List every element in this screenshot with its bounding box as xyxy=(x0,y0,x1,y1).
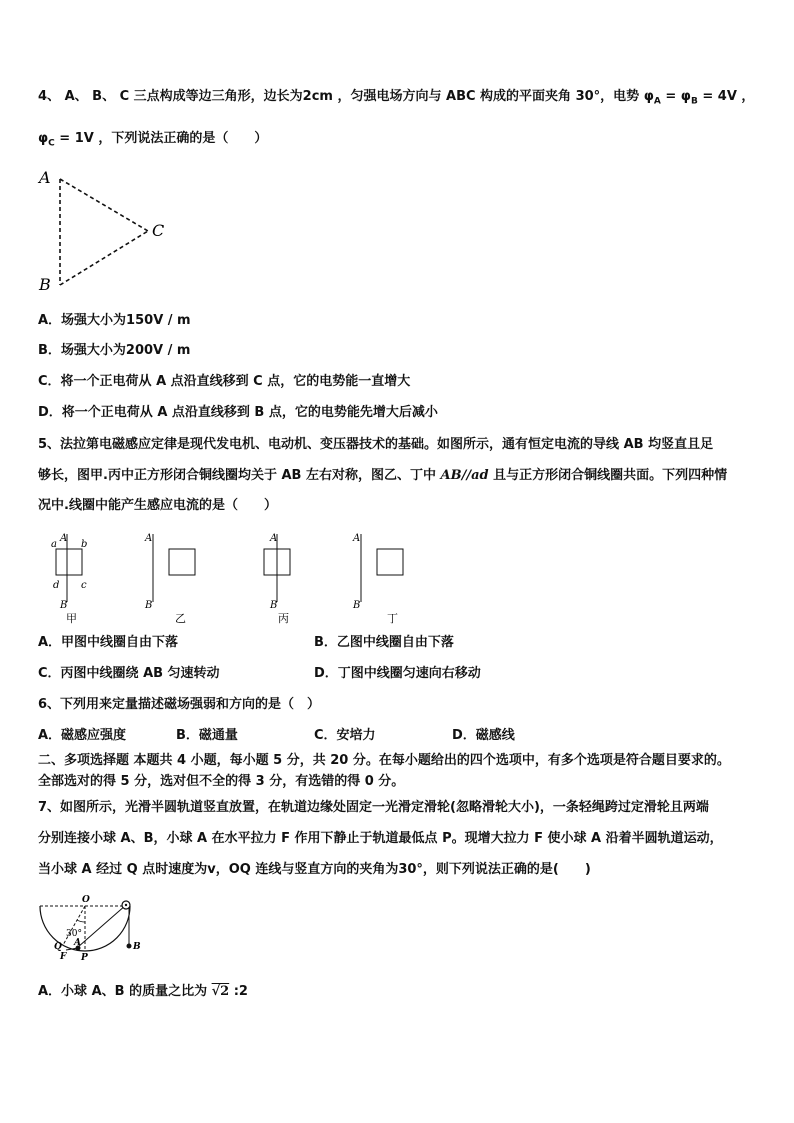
q6-option-a: A．磁感应强度 xyxy=(38,728,127,743)
q7-pulley-axle xyxy=(125,904,127,906)
q5-yi-coil xyxy=(169,549,195,575)
section2-line2: 全部选对的得 5 分，选对但不全的得 3 分，有选错的得 0 分。 xyxy=(38,774,405,789)
q5-option-c: C．丙图中线圈绕 AB 匀速转动 xyxy=(38,666,220,681)
q5-figure-yi xyxy=(142,530,217,625)
q4-label-a: A xyxy=(39,168,51,187)
q5-stem-line3: 况中.线圈中能产生感应电流的是（ ） xyxy=(38,498,277,513)
q7-option-a-pre: A．小球 A、B 的质量之比为 xyxy=(38,984,212,999)
q5-ding-caption: 丁 xyxy=(387,612,398,625)
q5-jia-label-c: c xyxy=(81,580,87,591)
q4-edge-bc xyxy=(60,231,148,285)
q5-jia-label-B: B xyxy=(60,600,68,611)
q4-option-b: B．场强大小为200V / m xyxy=(38,343,191,358)
q5-yi-caption: 乙 xyxy=(175,612,186,625)
q7-option-a-sqrt: √2 xyxy=(211,984,230,999)
q5-yi-label-B: B xyxy=(145,600,153,611)
q5-option-b: B．乙图中线圈自由下落 xyxy=(314,635,454,650)
q4-stem-line1 xyxy=(38,88,754,111)
q7-ball-b xyxy=(127,944,132,949)
q4-stem-line2 xyxy=(38,130,267,153)
q7-label-p: P xyxy=(81,953,88,963)
q4-option-a: A．场强大小为150V / m xyxy=(38,313,191,328)
q4-phi: φ xyxy=(38,131,49,146)
q7-stem-line2: 分别连接小球 A、B，小球 A 在水平拉力 F 作用下静止于轨道最低点 P。现增大拉力 F 使小球 A 沿着半圆轨道运动， xyxy=(38,831,723,846)
q7-figure xyxy=(30,892,150,967)
q4-sub-a: A xyxy=(653,96,661,107)
q5-jia-coil xyxy=(56,549,82,575)
q4-stem-rest: = 1V ，下列说法正确的是（ ） xyxy=(54,131,268,146)
q4-eq1: = φ xyxy=(660,89,691,104)
q6-option-b: B．磁通量 xyxy=(176,728,238,743)
q4-sub-b: B xyxy=(690,96,698,107)
q7-stem-line1: 7、如图所示，光滑半圆轨道竖直放置，在轨道边缘处固定一光滑定滑轮(忽略滑轮大小)，一条轻绳跨过定滑轮且两端 xyxy=(38,800,709,815)
q5-ding-label-B: B xyxy=(353,600,361,611)
q4-option-c: C．将一个正电荷从 A 点沿直线移到 C 点，它的电势能一直增大 xyxy=(38,374,411,389)
q5-jia-caption: 甲 xyxy=(66,612,77,625)
q5-yi-label-A: A xyxy=(145,533,153,544)
q5-line2-bold: AB//ad xyxy=(440,468,489,483)
q5-jia-label-b: b xyxy=(81,539,88,550)
q5-option-d: D．丁图中线圈匀速向右移动 xyxy=(314,666,481,681)
q6-stem: 6、下列用来定量描述磁场强弱和方向的是（ ） xyxy=(38,697,321,712)
q4-stem-text: 4、 A、 B、 C 三点构成等边三角形，边长为2cm ，匀强电场方向与 ABC 构成的平面夹角 30°，电势 φ xyxy=(38,89,654,104)
q7-stem-line3: 当小球 A 经过 Q 点时速度为v，OQ 连线与竖直方向的夹角为30°，则下列说法正确的是( ) xyxy=(38,862,591,877)
q4-sub-c: C xyxy=(48,138,55,149)
q7-label-b: B xyxy=(133,942,141,952)
q5-line2-post: 且与正方形闭合铜线圈共面。下列四种情 xyxy=(488,468,728,483)
q4-label-c: C xyxy=(152,221,165,240)
q4-edge-ac xyxy=(60,179,148,231)
q7-label-a: A xyxy=(74,938,81,948)
q5-figure-jia xyxy=(44,530,114,625)
q5-figure-ding xyxy=(350,530,425,625)
q4-option-d: D．将一个正电荷从 A 点沿直线移到 B 点，它的电势能先增大后减小 xyxy=(38,405,438,420)
q6-option-c: C．安培力 xyxy=(314,728,376,743)
q7-option-a xyxy=(38,983,248,1001)
q7-label-o: O xyxy=(82,895,90,905)
q5-bing-label-A: A xyxy=(270,533,278,544)
q5-stem-line1: 5、法拉第电磁感应定律是现代发电机、电动机、变压器技术的基础。如图所示，通有恒定电流的导线 AB 均竖直且足 xyxy=(38,437,714,452)
q5-jia-label-a: a xyxy=(51,539,57,550)
q5-option-a: A．甲图中线圈自由下落 xyxy=(38,635,179,650)
q5-figure-bing xyxy=(254,530,324,625)
q5-stem-line2 xyxy=(38,467,727,485)
q5-jia-label-A: A xyxy=(60,533,68,544)
q7-label-q: Q xyxy=(54,942,62,952)
q4-eq2: = 4V ， xyxy=(697,89,755,104)
q5-ding-label-A: A xyxy=(353,533,361,544)
q7-label-angle: 30° xyxy=(66,929,82,939)
q7-angle-arc xyxy=(77,920,85,922)
q5-ding-coil xyxy=(377,549,403,575)
section2-line1: 二、多项选择题 本题共 4 小题，每小题 5 分，共 20 分。在每小题给出的四个选项中，有多个选项是符合题目要求的。 xyxy=(38,753,730,768)
q5-bing-caption: 丙 xyxy=(278,612,289,625)
q4-label-b: B xyxy=(39,275,51,294)
q7-label-f: F xyxy=(60,952,67,962)
q5-bing-label-B: B xyxy=(270,600,278,611)
q5-line2-pre: 够长，图甲.丙中正方形闭合铜线圈均关于 AB 左右对称，图乙、丁中 xyxy=(38,468,441,483)
q6-option-d: D．磁感线 xyxy=(452,728,515,743)
q4-triangle-figure xyxy=(36,165,176,295)
q7-option-a-post: :2 xyxy=(229,984,248,999)
q5-jia-label-d: d xyxy=(53,580,60,591)
